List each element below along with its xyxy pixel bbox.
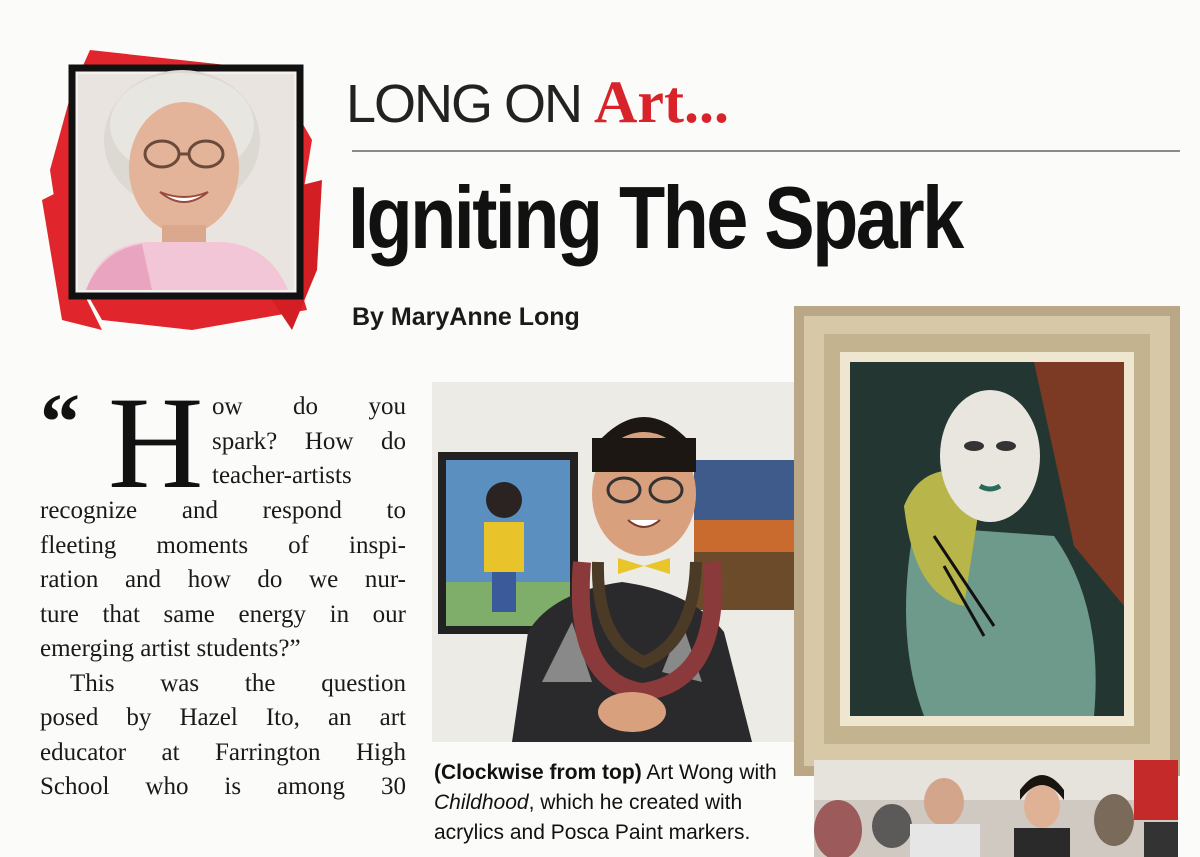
series-prefix: LONG ON	[346, 74, 595, 134]
caption-artwork-title: Childhood	[434, 791, 529, 814]
photo-caption	[434, 758, 794, 848]
article-body	[40, 494, 406, 805]
text-line: School who is among 30	[40, 773, 406, 800]
text-line: posed by Hazel Ito, an art	[40, 704, 406, 731]
caption-text-continued: , which he created with acrylics and Posca Paint markers.	[434, 791, 751, 844]
caption-lead: (Clockwise from top)	[434, 761, 642, 784]
artist-photo	[432, 382, 806, 742]
text-line: ow do you	[212, 393, 406, 420]
event-photo	[814, 760, 1178, 857]
byline: By MaryAnne Long	[352, 303, 580, 331]
series-name: Art...	[594, 69, 729, 135]
text-line: spark? How do	[212, 427, 406, 455]
text-line: recognize and respond to	[40, 497, 406, 524]
series-title	[346, 69, 729, 135]
author-photo	[42, 30, 322, 335]
caption-text: Art Wong with	[641, 761, 777, 784]
drop-cap: H	[108, 369, 204, 516]
framed-painting	[794, 306, 1180, 776]
text-line: ture that same energy in our	[40, 600, 406, 628]
text-line: ration and how do we nur-	[40, 566, 406, 593]
text-line: This was the question	[70, 669, 406, 697]
lead-lines	[212, 390, 406, 494]
text-line: educator at Farrington High	[40, 738, 406, 766]
headline: Igniting The Spark	[348, 168, 962, 267]
text-line: fleeting moments of inspi-	[40, 531, 406, 559]
text-line: emerging artist students?”	[40, 635, 301, 662]
text-line: teacher-artists	[212, 462, 352, 489]
open-quote-mark: “	[40, 379, 80, 467]
title-rule	[352, 150, 1180, 152]
